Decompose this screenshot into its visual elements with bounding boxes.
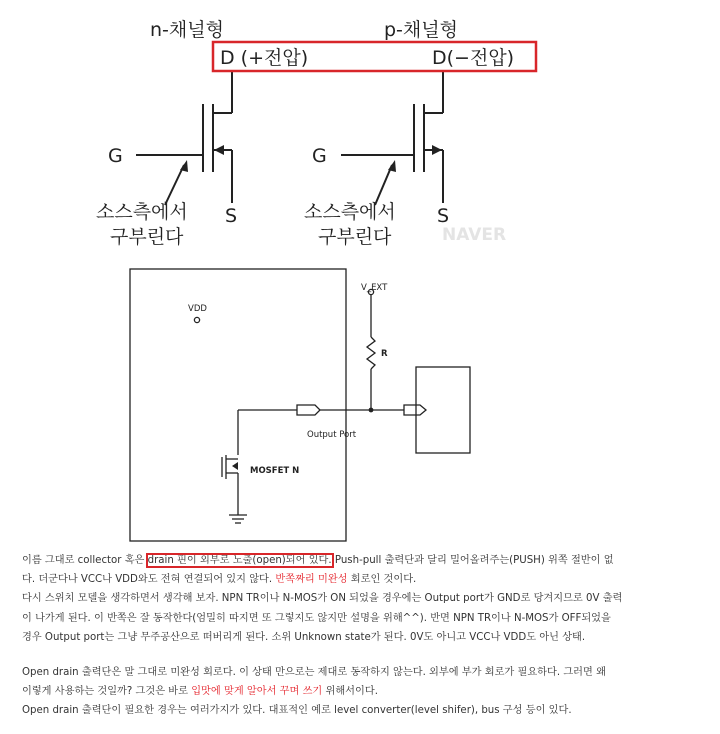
n-channel-title: n-채널형 <box>150 19 224 41</box>
v-ext-label: V_EXT <box>361 283 388 293</box>
p-source-note-line1: 소스측에서 <box>304 201 396 223</box>
mosfet-label: MOSFET N <box>250 466 300 476</box>
red-emphasis: 반쪽짜리 미완성 <box>275 574 348 586</box>
p-source-label: S <box>437 205 450 227</box>
paragraph-line: Open drain 출력단은 말 그대로 미완성 회로다. 이 상태 만으로는 제대로 동작하지 않는다. 외부에 부가 회로가 필요하다. 그러면 왜 <box>22 667 606 679</box>
resistor-label: R <box>381 349 388 359</box>
paragraph-line: 경우 Output port는 그냥 무주공산으로 떠버리게 된다. 소위 Unknown state가 된다. 0V도 아니고 VCC나 VDD도 아닌 상태. <box>22 631 586 643</box>
n-drain-label: D (+전압) <box>220 47 309 69</box>
p-drain-label: D(−전압) <box>432 47 515 69</box>
n-gate-label: G <box>108 145 123 167</box>
red-emphasis: 입맛에 맞게 알아서 꾸며 쓰기 <box>191 686 323 698</box>
n-source-note-line2: 구부린다 <box>110 226 184 248</box>
n-source-label: S <box>225 205 238 227</box>
article-body <box>22 551 702 721</box>
paragraph-gap <box>22 647 702 663</box>
open-drain-circuit-figure <box>0 262 720 550</box>
mosfet-channel-figure <box>0 0 720 262</box>
open-drain-highlight: drain 핀이 외부로 노출(open)되어 있다. <box>147 555 332 566</box>
paragraph-line: 다. 더군다나 VCC나 VDD와도 전혀 연결되어 있지 않다. 반쪽짜리 미완성 회로인 것이다. <box>22 574 417 586</box>
n-source-note-line1: 소스측에서 <box>96 201 188 223</box>
paragraph-line: Open drain 출력단이 필요한 경우는 여러가지가 있다. 대표적인 예로 level converter(level shifer), bus 구성 등이 있다. <box>22 705 572 717</box>
output-port-label: Output Port <box>307 430 357 440</box>
paragraph-line: 이렇게 사용하는 것일까? 그것은 바로 입맛에 맞게 알아서 꾸며 쓰기 위해서이다. <box>22 686 378 698</box>
paragraph-line: 이름 그대로 collector 혹은 drain 핀이 외부로 노출(open)되어 있다. Push-pull 출력단과 달리 밀어올려주는(PUSH) 위쪽 절반이 없 <box>22 555 614 566</box>
p-gate-label: G <box>312 145 327 167</box>
vdd-label: VDD <box>188 304 207 314</box>
paragraph-line: 다시 스위치 모델을 생각하면서 생각해 보자. NPN TR이나 N-MOS가 ON 되었을 경우에는 Output port가 GND로 당겨지므로 0V 출력 <box>22 593 623 605</box>
paragraph-line: 이 나가게 된다. 이 반쪽은 잘 동작한다(엄밀히 따지면 또 그렇지도 않지만 설명을 위해^^). 반면 NPN TR이나 N-MOS가 OFF되었을 <box>22 612 611 624</box>
naver-watermark: NAVER <box>442 225 507 245</box>
p-source-note-line2: 구부린다 <box>318 226 392 248</box>
p-channel-title: p-채널형 <box>384 19 458 41</box>
